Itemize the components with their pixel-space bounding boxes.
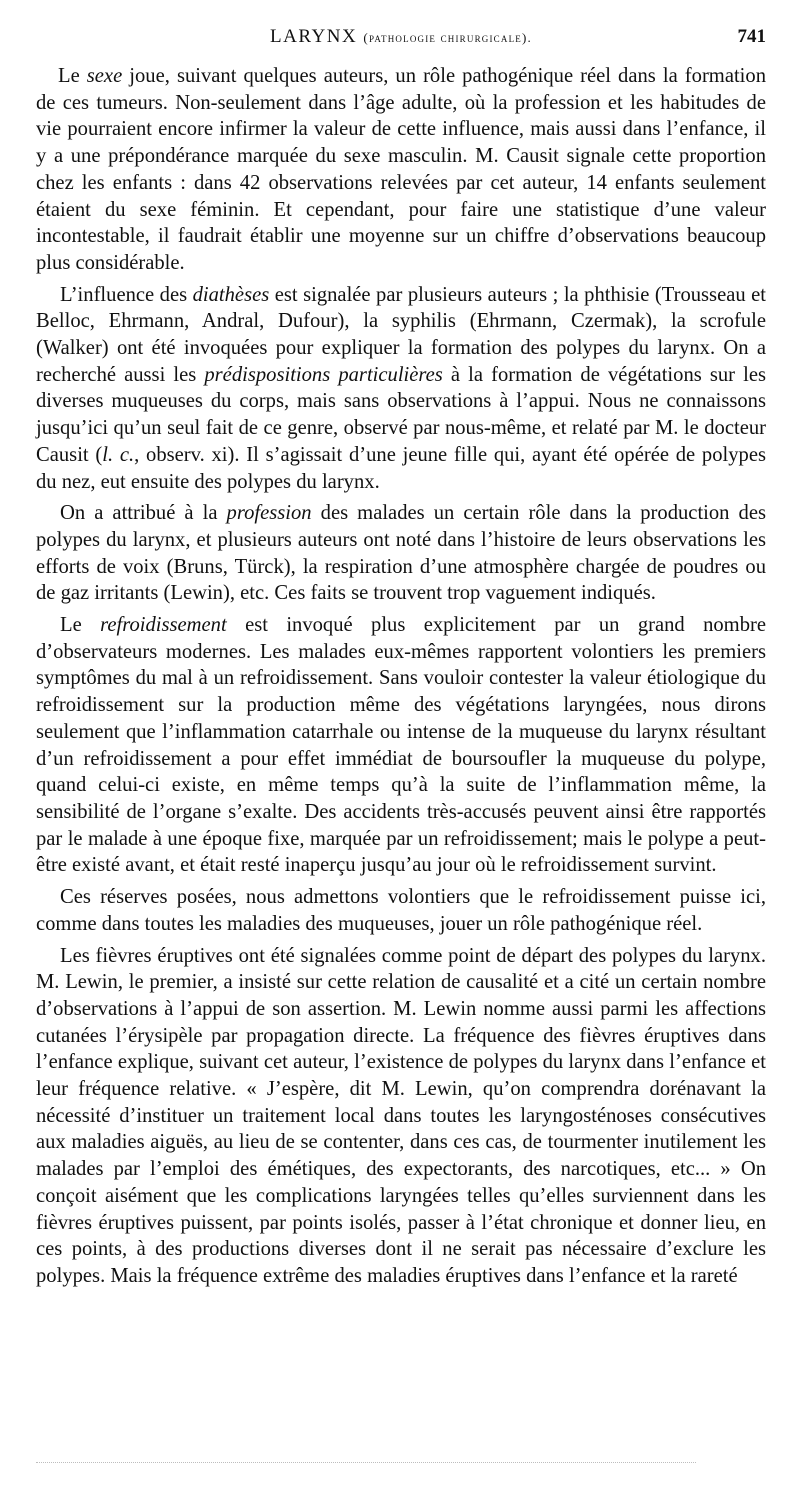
text-run: Les fièvres éruptives ont été signalées comme point de départ des polypes du larynx. M. Lewin, le premier, a insisté sur cette relation de causalité et a cité un certain nombre d’observations à l’appui de son assertion. M. Lewin nomme aussi parmi les affections cutanées l’érysipèle par propagation directe. La fréquence des fièvres éruptives dans l’enfance explique, suivant cet auteur, l’existence de polypes du larynx dans l’enfance et leur fréquence relative. « J’espère, dit M. Lewin, qu’on comprendra dorénavant la nécessité d’instituer un traitement local dans toutes les laryngosténoses consécutives aux maladies aiguës, au lieu de se contenter, dans ces cas, de tourmenter inutilement les malades par l’emploi des émétiques, des expectorants, des narcotiques, etc... » On conçoit aisément que les complications laryngées telles qu’elles surviennent dans les fièvres éruptives puissent, par points isolés, passer à l’état chronique et donner lieu, en ces points, à des productions diverses dont il ne serait pas nécessaire d’exclure les polypes. Mais la fréquence extrême des maladies éruptives dans l’enfance et la rareté bbox=[36, 944, 766, 1287]
paragraph bbox=[36, 63, 766, 277]
italic-term: prédispositions particulières bbox=[204, 363, 443, 386]
italic-term: profession bbox=[226, 502, 312, 525]
footer-dotted-rule bbox=[36, 1462, 696, 1463]
text-run: L’influence des bbox=[60, 283, 193, 306]
text-run: Ces réserves posées, nous admettons volontiers que le refroidissement puisse ici, comme dans toutes les maladies des muqueuses, jouer un rôle pathogénique réel. bbox=[36, 886, 766, 935]
running-title-subtitle: (pathologie chirurgicale). bbox=[363, 30, 532, 45]
text-run: joue, suivant quelques auteurs, un rôle pathogénique réel dans la formation de ces tumeurs. Non-seulement dans l’âge adulte, où la profession et les habitudes de vie pourraient encore infirmer la valeur de cette influence, mais aussi dans l’enfance, il y a une prépondérance marquée du sexe masculin. M. Causit signale cette proportion chez les enfants : dans 42 observations relevées par cet auteur, 14 enfants seulement étaient du sexe féminin. Et cependant, pour faire une statistique d’une valeur incontestable, il faudrait établir une moyenne sur un chiffre d’observations beaucoup plus considérable. bbox=[36, 65, 766, 274]
text-run: à la formation de végétations sur les diverses muqueuses du corps, mais sans observations à l’appui. Nous ne connaissons jusqu’ici qu’un seul fait de ce genre, observé par nous-même, et relaté par M. le docteur Causit ( bbox=[36, 363, 766, 466]
running-title-main: LARYNX bbox=[270, 26, 358, 47]
paragraph bbox=[36, 500, 766, 607]
italic-term: diathèses bbox=[192, 283, 270, 306]
text-run: , observ. xi). Il s’agissait d’une jeune fille qui, ayant été opérée de polypes du nez, eut ensuite des polypes du larynx. bbox=[36, 443, 766, 493]
paragraph bbox=[36, 943, 766, 1290]
italic-term: sexe bbox=[86, 65, 123, 87]
paragraph bbox=[36, 612, 766, 879]
text-run: Le bbox=[60, 614, 101, 637]
page-number: 741 bbox=[737, 26, 766, 47]
text-run: On a attribué à la bbox=[60, 502, 227, 525]
italic-term: l. c. bbox=[102, 443, 135, 466]
running-title bbox=[36, 26, 766, 48]
italic-term: refroidissement bbox=[100, 614, 227, 637]
text-run: des malades un certain rôle dans la production des polypes du larynx, et plusieurs auteurs ont noté dans l’histoire de leurs observations les efforts de voix (Bruns, Türck), la respiration d’une atmosphère chargée de poudres ou de gaz irritants (Lewin), etc. Ces faits se trouvent trop vaguement indiqués. bbox=[36, 502, 766, 605]
text-run: est invoqué plus explicitement par un grand nombre d’observateurs modernes. Les malades eux-mêmes rapportent volontiers les premiers symptômes du mal à un refroidissement. Sans vouloir contester la valeur étiologique du refroidissement sur la production même des végétations laryngées, nous dirons seulement que l’inflammation catarrhale ou intense de la muqueuse du larynx résultant d’un refroidissement a pour effet immédiat de boursoufler la muqueuse du polype, quand celui-ci existe, en même temps qu’à la suite de l’inflammation même, la sensibilité de l’organe s’exalte. Des accidents très-accusés peuvent ainsi être rapportés par le malade à une époque fixe, marquée par un refroidissement; mais le polype a peut-être existé avant, et était resté inaperçu jusqu’au jour où le refroidissement survint. bbox=[36, 614, 766, 877]
running-header bbox=[36, 26, 766, 56]
article-body bbox=[36, 63, 766, 1290]
text-run: Le bbox=[58, 65, 87, 87]
paragraph bbox=[36, 282, 766, 496]
text-run: est signalée par plusieurs auteurs ; la phthisie (Trousseau et Belloc, Ehrmann, Andral, Dufour), la syphilis (Ehrmann, Czermak), la scrofule (Walker) ont été invoquées pour expliquer la formation des polypes du larynx. On a recherché aussi les bbox=[36, 283, 766, 386]
paragraph bbox=[36, 884, 766, 937]
